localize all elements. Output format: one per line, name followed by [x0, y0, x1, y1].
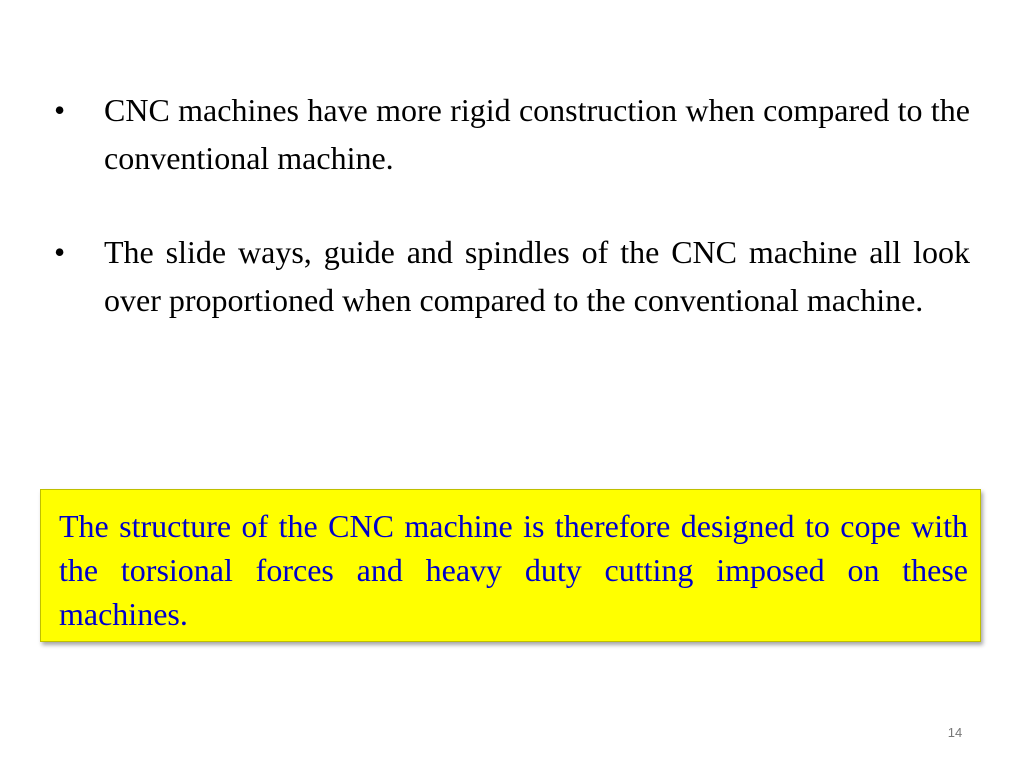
bullet-item: [54, 86, 970, 182]
bullet-marker: •: [54, 234, 66, 270]
bullet-text: The slide ways, guide and spindles of the CNC machine all look over proportioned when compared to the conventional machine.: [104, 234, 970, 318]
bullet-marker: •: [54, 92, 66, 128]
highlight-box: [40, 489, 981, 642]
bullet-text: CNC machines have more rigid construction when compared to the conventional machine.: [104, 92, 970, 176]
highlight-text: The structure of the CNC machine is therefore designed to cope with the torsional forces and heavy duty cutting imposed on these machines.: [59, 508, 968, 632]
bullet-list: [54, 86, 970, 370]
bullet-item: [54, 228, 970, 324]
page-number: 14: [947, 725, 963, 740]
